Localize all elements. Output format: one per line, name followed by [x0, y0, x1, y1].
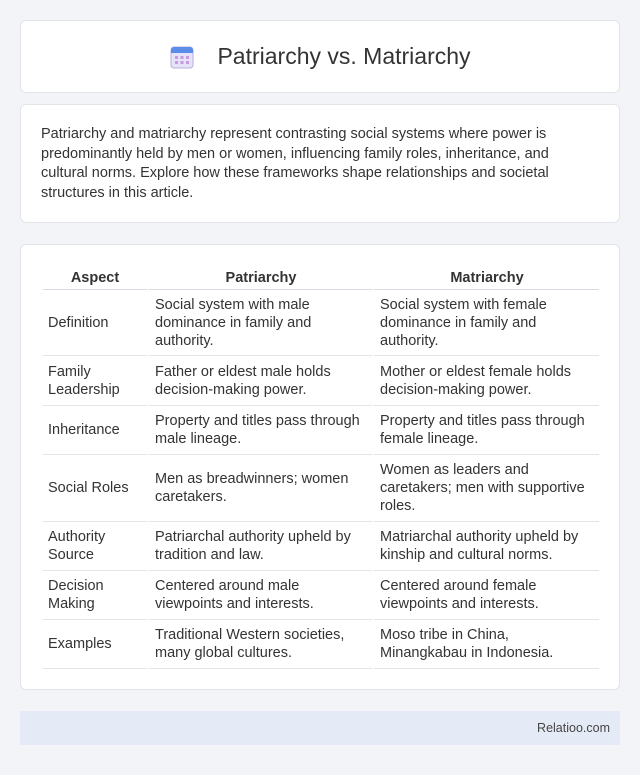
- table-row: [43, 406, 599, 455]
- aspect-cell: Authority Source: [43, 522, 147, 571]
- aspect-cell: Inheritance: [43, 406, 147, 455]
- matriarchy-cell: Mother or eldest female holds decision-making power.: [372, 356, 599, 406]
- matriarchy-cell: Social system with female dominance in family and authority.: [372, 290, 599, 356]
- table-row: [43, 571, 599, 620]
- column-header-patriarchy: Patriarchy: [147, 265, 372, 290]
- table-row: [43, 455, 599, 522]
- table-row: [43, 522, 599, 571]
- intro-text: Patriarchy and matriarchy represent contrasting social systems where power is predominantly held by men or women, influencing family roles, inheritance, and cultural norms. Explore how these frameworks shape relationships and societal structures in this article.: [41, 126, 549, 201]
- matriarchy-cell: Matriarchal authority upheld by kinship and cultural norms.: [372, 522, 599, 571]
- table-row: [43, 356, 599, 406]
- matriarchy-cell: Property and titles pass through female lineage.: [372, 406, 599, 455]
- page-title: Patriarchy vs. Matriarchy: [217, 43, 471, 69]
- table-header-row: [43, 265, 599, 290]
- matriarchy-cell: Women as leaders and caretakers; men with supportive roles.: [372, 455, 599, 522]
- table-card: [20, 244, 620, 690]
- table-row: [43, 620, 599, 669]
- matriarchy-cell: Centered around female viewpoints and interests.: [372, 571, 599, 620]
- column-header-aspect: Aspect: [43, 265, 147, 290]
- table-row: [43, 290, 599, 356]
- calendar-icon: [169, 44, 195, 70]
- column-header-matriarchy: Matriarchy: [372, 265, 599, 290]
- patriarchy-cell: Centered around male viewpoints and interests.: [147, 571, 372, 620]
- matriarchy-cell: Moso tribe in China, Minangkabau in Indonesia.: [372, 620, 599, 669]
- patriarchy-cell: Property and titles pass through male lineage.: [147, 406, 372, 455]
- intro-card: [20, 104, 620, 223]
- aspect-cell: Social Roles: [43, 455, 147, 522]
- patriarchy-cell: Men as breadwinners; women caretakers.: [147, 455, 372, 522]
- patriarchy-cell: Patriarchal authority upheld by tradition and law.: [147, 522, 372, 571]
- header-card: [20, 20, 620, 93]
- patriarchy-cell: Traditional Western societies, many global cultures.: [147, 620, 372, 669]
- aspect-cell: Examples: [43, 620, 147, 669]
- comparison-table: [43, 265, 599, 669]
- aspect-cell: Decision Making: [43, 571, 147, 620]
- footer: [20, 711, 620, 745]
- patriarchy-cell: Social system with male dominance in family and authority.: [147, 290, 372, 356]
- aspect-cell: Family Leadership: [43, 356, 147, 406]
- patriarchy-cell: Father or eldest male holds decision-making power.: [147, 356, 372, 406]
- footer-brand[interactable]: Relatioo.com: [537, 721, 610, 735]
- aspect-cell: Definition: [43, 290, 147, 356]
